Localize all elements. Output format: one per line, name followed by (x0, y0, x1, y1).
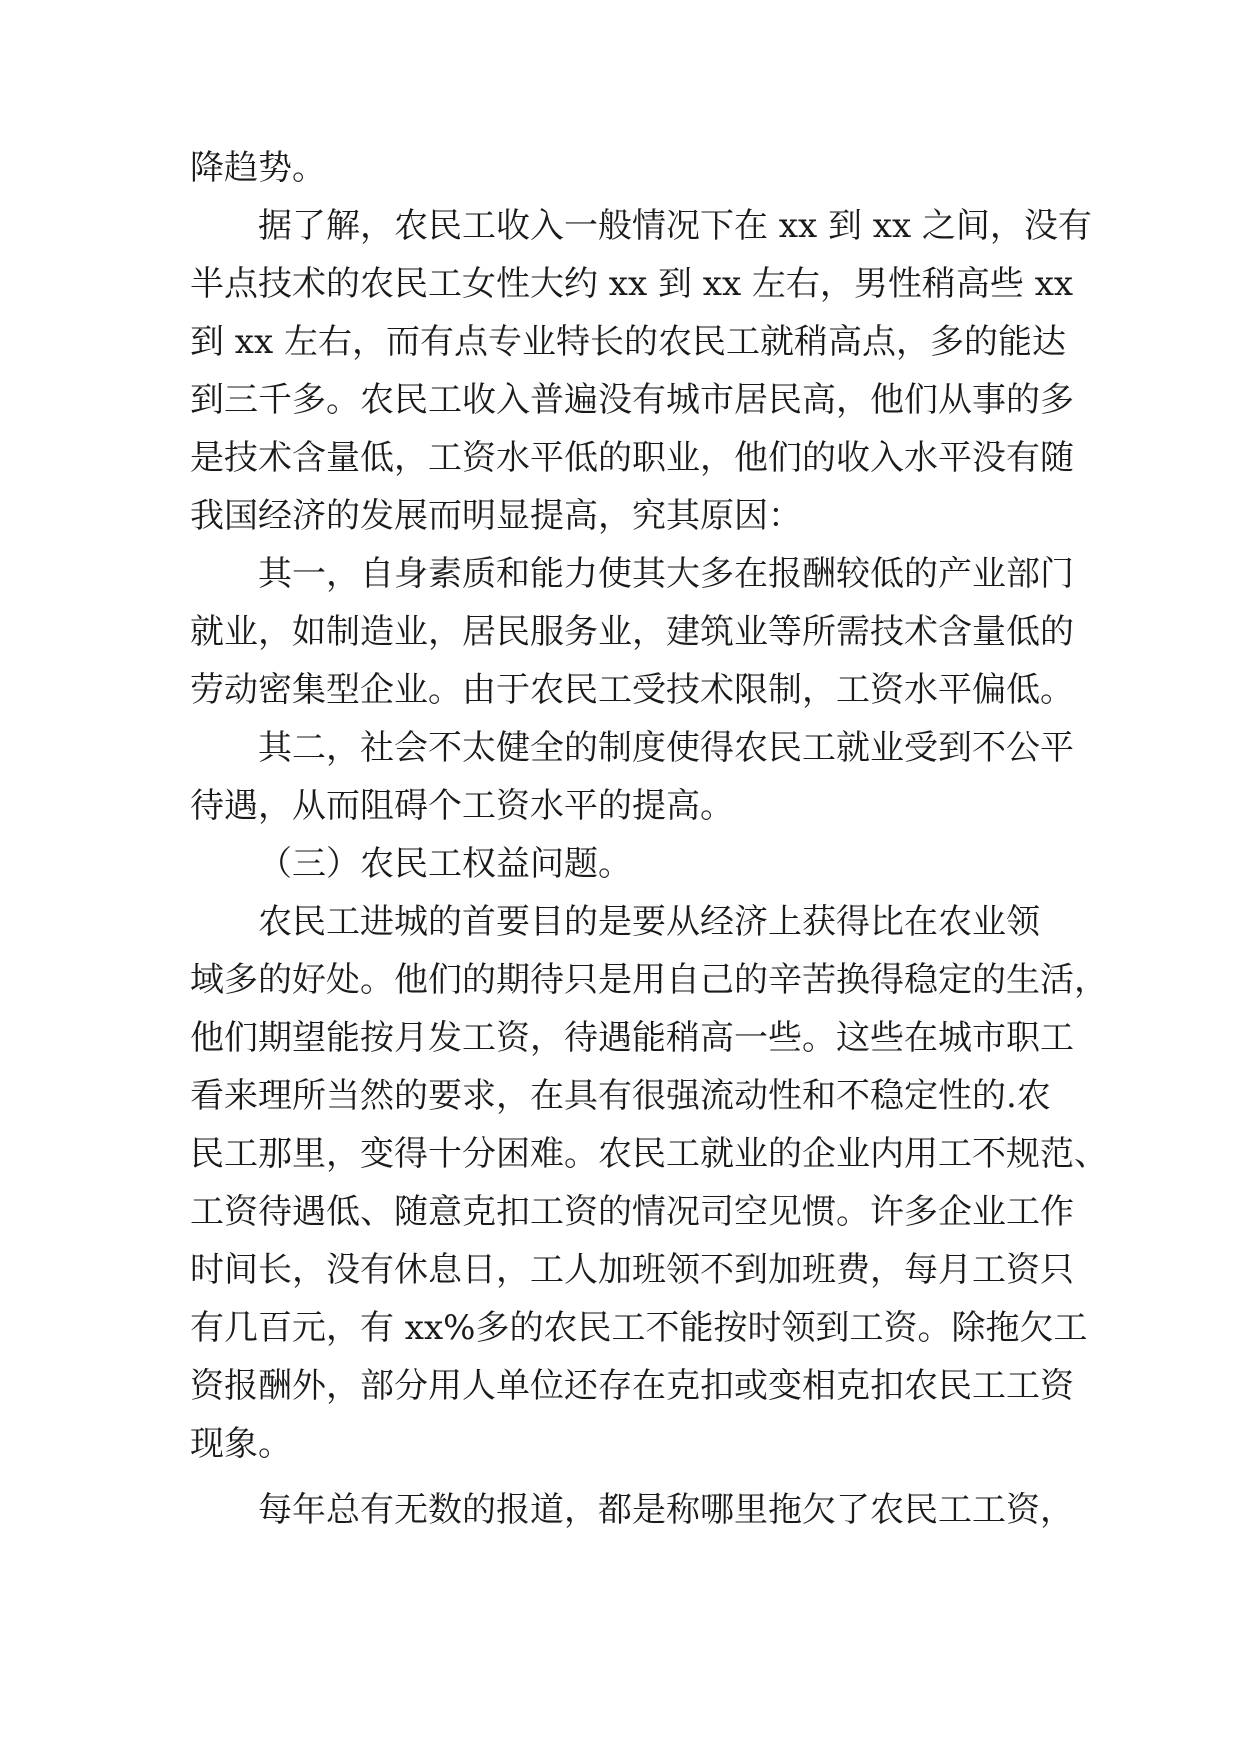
text-line: 工资待遇低、随意克扣工资的情况司空见惯。许多企业工作 (190, 1192, 1074, 1232)
text-line: 域多的好处。他们的期待只是用自己的辛苦换得稳定的生活， (190, 960, 1108, 1000)
text-line: 降趋势。 (190, 148, 326, 188)
text-line: 是技术含量低，工资水平低的职业，他们的收入水平没有随 (190, 438, 1074, 478)
text-line: 半点技术的农民工女性大约 xx 到 xx 左右，男性稍高些 xx (190, 264, 1074, 304)
text-line: 他们期望能按月发工资，待遇能稍高一些。这些在城市职工 (190, 1018, 1074, 1058)
text-line: 劳动密集型企业。由于农民工受技术限制，工资水平偏低。 (190, 670, 1074, 710)
text-line: 到三千多。农民工收入普遍没有城市居民高，他们从事的多 (190, 380, 1074, 420)
text-line: 民工那里，变得十分困难。农民工就业的企业内用工不规范、 (190, 1134, 1108, 1174)
text-line: 现象。 (190, 1424, 292, 1464)
text-line: 时间长，没有休息日，工人加班领不到加班费，每月工资只 (190, 1250, 1074, 1290)
text-line: 就业，如制造业，居民服务业，建筑业等所需技术含量低的 (190, 612, 1074, 652)
text-line: 看来理所当然的要求，在具有很强流动性和不稳定性的.农 (190, 1076, 1051, 1116)
text-line: 到 xx 左右，而有点专业特长的农民工就稍高点，多的能达 (190, 322, 1066, 362)
paragraph-first-line: 据了解，农民工收入一般情况下在 xx 到 xx 之间，没有 (258, 206, 1092, 246)
paragraph-first-line: 每年总有无数的报道，都是称哪里拖欠了农民工工资， (258, 1490, 1074, 1530)
text-line: 资报酬外，部分用人单位还存在克扣或变相克扣农民工工资 (190, 1366, 1074, 1406)
text-line: 有几百元，有 xx%多的农民工不能按时领到工资。除拖欠工 (190, 1308, 1088, 1348)
paragraph-first-line: 农民工进城的首要目的是要从经济上获得比在农业领 (258, 902, 1040, 942)
text-line: 待遇，从而阻碍个工资水平的提高。 (190, 786, 734, 826)
paragraph-first-line: 其一，自身素质和能力使其大多在报酬较低的产业部门 (258, 554, 1074, 594)
section-heading: （三）农民工权益问题。 (258, 844, 632, 884)
paragraph-first-line: 其二，社会不太健全的制度使得农民工就业受到不公平 (258, 728, 1074, 768)
text-line: 我国经济的发展而明显提高，究其原因： (190, 496, 802, 536)
